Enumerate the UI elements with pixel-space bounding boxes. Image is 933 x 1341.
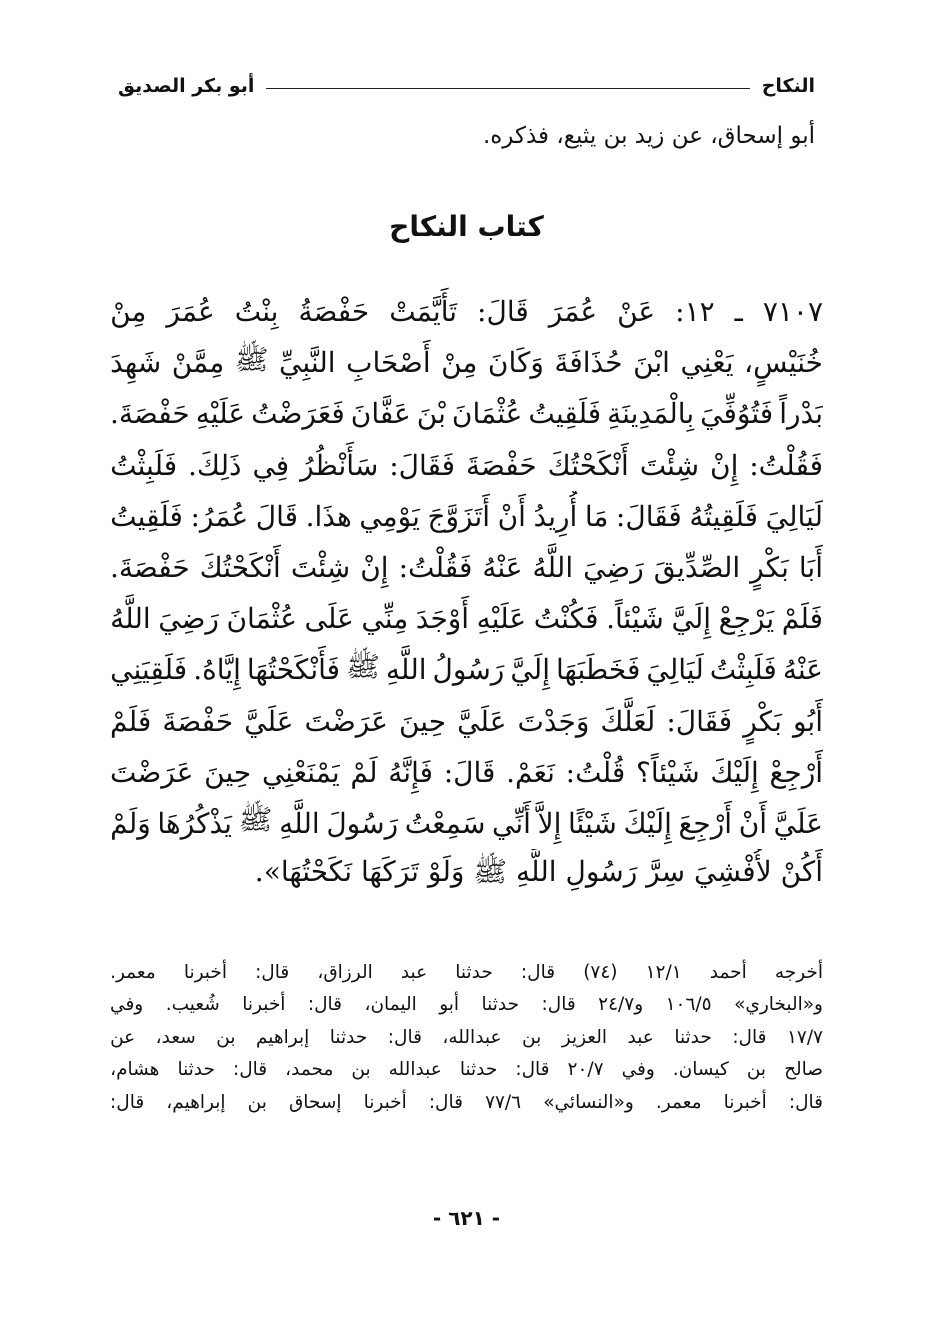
hadith-line: خُنَيْسٍ، يَعْنِي ابْنَ حُذَافَةَ وَكَانَ مِنْ أَصْحَابِ النَّبِيِّ ﷺ مِمَّنْ شَهِدَ <box>110 342 823 380</box>
hadith-line: أَرْجِعْ إِلَيْكَ شَيْئاً؟ قُلْتُ: نَعَمْ. قَالَ: فَإِنَّهُ لَمْ يَمْنَعْنِي حِينَ عَرَضْتَ <box>110 755 823 789</box>
hadith-line: أَبَا بَكْرٍ الصِّدِّيقَ رَضِيَ اللَّهُ عَنْهُ فَقُلْتُ: إِنْ شِئْتَ أَنْكَحْتُكَ حَفْصَةَ. <box>110 551 823 585</box>
footnote-line: قال: أخبرنا معمر. و«النسائي» ٧٧/٦ قال: أخبرنا إسحاق بن إبراهيم، قال: <box>110 1091 823 1113</box>
footnote-line: صالح بن كيسان. وفي ٢٠/٧ قال: حدثنا عبدالله بن محمد، قال: حدثنا هشام، <box>110 1059 823 1081</box>
hadith-text <box>110 286 823 900</box>
footnote-line: و«البخاري» ١٠٦/٥ و٢٤/٧ قال: حدثنا أبو اليمان، قال: أخبرنا شُعيب. وفي <box>110 994 823 1016</box>
footnote-line: أخرجه أحمد ١٢/١ (٧٤) قال: حدثنا عبد الرزاق، قال: أخبرنا معمر. <box>110 961 823 983</box>
hadith-line: ٧١٠٧ ـ ١٢: عَنْ عُمَرَ قَالَ: تَأَيَّمَتْ حَفْصَةُ بِنْتُ عُمَرَ مِنْ <box>110 295 823 329</box>
intro-line: أبو إسحاق، عن زيد بن يثيع، فذكره. <box>482 123 815 149</box>
hadith-line: لَيَالِيَ فَلَقِيتُهُ فَقَالَ: مَا أُرِيدُ أَنْ أَتَزَوَّجَ يَوْمِي هذَا. قَالَ عُمَرُ: فَلَقِيتُ <box>110 499 823 533</box>
header-rule <box>266 88 749 89</box>
hadith-line: أَبُو بَكْرٍ فَقَالَ: لَعَلَّكَ وَجَدْتَ عَلَيَّ حِينَ عَرَضْتَ عَلَيَّ حَفْصَةَ فَلَمْ <box>110 704 823 738</box>
footnotes <box>110 956 823 1119</box>
header-book-title: أبو بكر الصديق <box>118 75 255 97</box>
footnote-line: ١٧/٧ قال: حدثنا عبد العزيز بن عبدالله، قال: حدثنا إبراهيم بن سعد، عن <box>110 1026 823 1048</box>
hadith-line: عَنْهُ فَلَبِثْتُ لَيَالِيَ فَخَطَبَهَا إِلَيَّ رَسُولُ اللَّهِ ﷺ فَأَنْكَحْتُهَا إِيَّاهُ. فَلَقِيَنِي <box>110 649 823 687</box>
running-header <box>118 72 815 100</box>
hadith-line: أَكُنْ لأُفْشِيَ سِرَّ رَسُولِ اللَّهِ ﷺ وَلَوْ تَرَكَهَا نَكَحْتُهَا». <box>254 854 823 888</box>
page-number: - ٦٢١ - <box>432 1206 501 1230</box>
hadith-line: عَلَيَّ أَنْ أَرْجِعَ إِلَيْكَ شَيْئًا إِلاَّ أَنِّي سَمِعْتُ رَسُولَ اللَّهِ ﷺ يَذْكُرُهَا وَلَمْ <box>110 803 823 840</box>
hadith-line: بَدْراً فَتُوُفِّيَ بِالْمَدِينَةِ فَلَقِيتُ عُثْمَانَ بْنَ عَفَّانَ فَعَرَضْتُ عَلَيْهِ حَفْصَةَ. <box>110 397 823 431</box>
header-chapter-title: النكاح <box>761 75 815 97</box>
hadith-line: فَلَمْ يَرْجِعْ إِلَيَّ شَيْئاً. فَكُنْتُ عَلَيْهِ أَوْجَدَ مِنِّي عَلَى عُثْمَانَ رَضِيَ اللَّهُ <box>110 602 823 636</box>
section-heading: كتاب النكاح <box>389 210 544 243</box>
hadith-line: فَقُلْتُ: إِنْ شِئْتَ أَنْكَحْتُكَ حَفْصَةَ فَقَالَ: سَأَنْظُرُ فِي ذَلِكَ. فَلَبِثْتُ <box>110 448 823 482</box>
